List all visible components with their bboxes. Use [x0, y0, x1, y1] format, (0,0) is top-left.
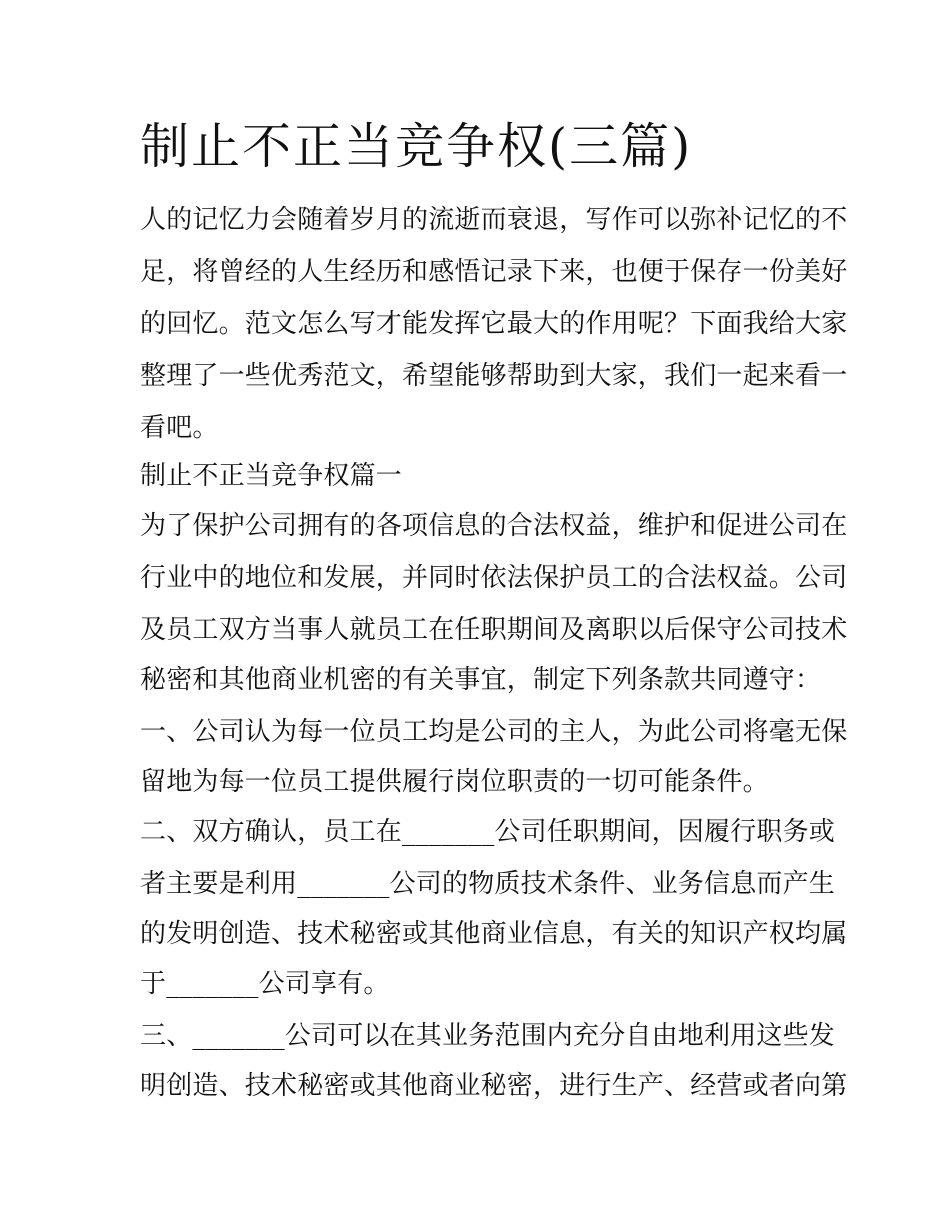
paragraph-line: 者主要是利用_______公司的物质技术条件、业务信息而产生 [140, 869, 836, 899]
paragraph-line: 的回忆。范文怎么写才能发挥它最大的作用呢？下面我给大家 [140, 309, 848, 339]
paragraph-line: 于_______公司享有。 [140, 969, 390, 999]
paragraph-line: 及员工双方当事人就员工在任职期间及离职以后保守公司技术 [140, 615, 848, 645]
section-heading: 制止不正当竞争权篇一 [140, 461, 403, 491]
paragraph-line: 看吧。 [140, 413, 219, 443]
paragraph-line: 二、双方确认，员工在_______公司任职期间，因履行职务或 [140, 817, 836, 847]
paragraph-line: 的发明创造、技术秘密或其他商业信息，有关的知识产权均属 [140, 919, 848, 949]
paragraph-line: 秘密和其他商业机密的有关事宜，制定下列条款共同遵守： [140, 665, 822, 695]
paragraph-line: 人的记忆力会随着岁月的流逝而衰退，写作可以弥补记忆的不 [140, 205, 848, 235]
paragraph-line: 足，将曾经的人生经历和感悟记录下来，也便于保存一份美好 [140, 257, 848, 287]
paragraph-line: 留地为每一位员工提供履行岗位职责的一切可能条件。 [140, 767, 769, 797]
paragraph-line: 明创造、技术秘密或其他商业秘密，进行生产、经营或者向第 [140, 1071, 848, 1101]
document-title: 制止不正当竞争权(三篇) [140, 118, 693, 175]
paragraph-line: 为了保护公司拥有的各项信息的合法权益，维护和促进公司在 [140, 511, 848, 541]
paragraph-line: 行业中的地位和发展，并同时依法保护员工的合法权益。公司 [140, 563, 848, 593]
paragraph-line: 整理了一些优秀范文，希望能够帮助到大家，我们一起来看一 [140, 361, 848, 391]
paragraph-line: 三、_______公司可以在其业务范围内充分自由地利用这些发 [140, 1021, 836, 1051]
paragraph-line: 一、公司认为每一位员工均是公司的主人，为此公司将毫无保 [140, 717, 848, 747]
